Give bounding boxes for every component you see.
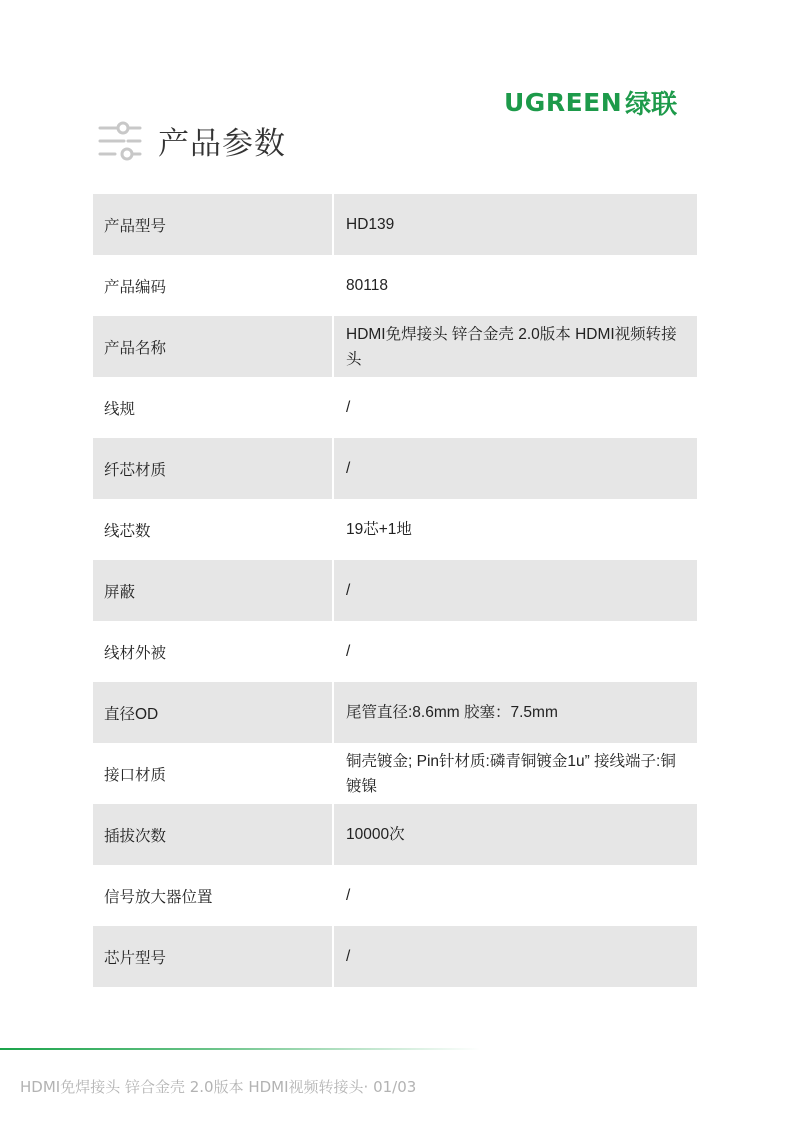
- table-row: [93, 438, 697, 499]
- table-row: [93, 804, 697, 865]
- spec-value: /: [334, 560, 697, 621]
- spec-label: 插拔次数: [93, 804, 332, 865]
- brand-logo: [504, 84, 677, 121]
- table-row: [93, 560, 697, 621]
- spec-value: /: [334, 926, 697, 987]
- spec-value: /: [346, 399, 351, 416]
- spec-label: 产品编码: [104, 278, 167, 296]
- spec-label: 屏蔽: [93, 560, 332, 621]
- table-row: [93, 743, 697, 804]
- spec-label: 纤芯材质: [93, 438, 332, 499]
- spec-value: /: [334, 438, 697, 499]
- table-row: [93, 926, 697, 987]
- table-row: [93, 621, 697, 682]
- section-header: [98, 118, 286, 163]
- spec-label: 线芯数: [104, 522, 151, 540]
- table-row: [93, 255, 697, 316]
- sliders-icon: [98, 121, 142, 161]
- table-row: [93, 682, 697, 743]
- spec-value: /: [346, 887, 351, 904]
- section-title: 产品参数: [158, 126, 286, 162]
- spec-value: HD139: [334, 194, 697, 255]
- brand-logo-latin: UGREEN: [504, 88, 623, 117]
- table-row: [93, 865, 697, 926]
- spec-label: 产品名称: [93, 316, 332, 377]
- table-row: [93, 377, 697, 438]
- table-row: [93, 316, 697, 377]
- spec-value: 铜壳镀金; Pin针材质:磷青铜镀金1u” 接线端子:铜镀镍: [346, 752, 676, 795]
- spec-value: 10000次: [334, 804, 697, 865]
- spec-label: 信号放大器位置: [104, 888, 213, 906]
- spec-value: 尾管直径:8.6mm 胶塞：7.5mm: [334, 682, 697, 743]
- spec-value: HDMI免焊接头 锌合金壳 2.0版本 HDMI视频转接头: [334, 316, 697, 377]
- spec-label: 产品型号: [93, 194, 332, 255]
- brand-logo-chinese: 绿联: [625, 90, 678, 120]
- spec-label: 直径OD: [93, 682, 332, 743]
- table-row: [93, 194, 697, 255]
- spec-value: 19芯+1地: [346, 521, 412, 538]
- footer-divider: [0, 1048, 480, 1050]
- spec-label: 线材外被: [104, 644, 167, 662]
- spec-table: [93, 194, 697, 987]
- spec-label: 芯片型号: [93, 926, 332, 987]
- table-row: [93, 499, 697, 560]
- spec-label: 接口材质: [104, 766, 167, 784]
- spec-value: /: [346, 643, 351, 660]
- spec-value: 80118: [346, 277, 388, 294]
- footer-text: HDMI免焊接头 锌合金壳 2.0版本 HDMI视频转接头· 01/03: [20, 1078, 417, 1096]
- spec-label: 线规: [104, 400, 136, 418]
